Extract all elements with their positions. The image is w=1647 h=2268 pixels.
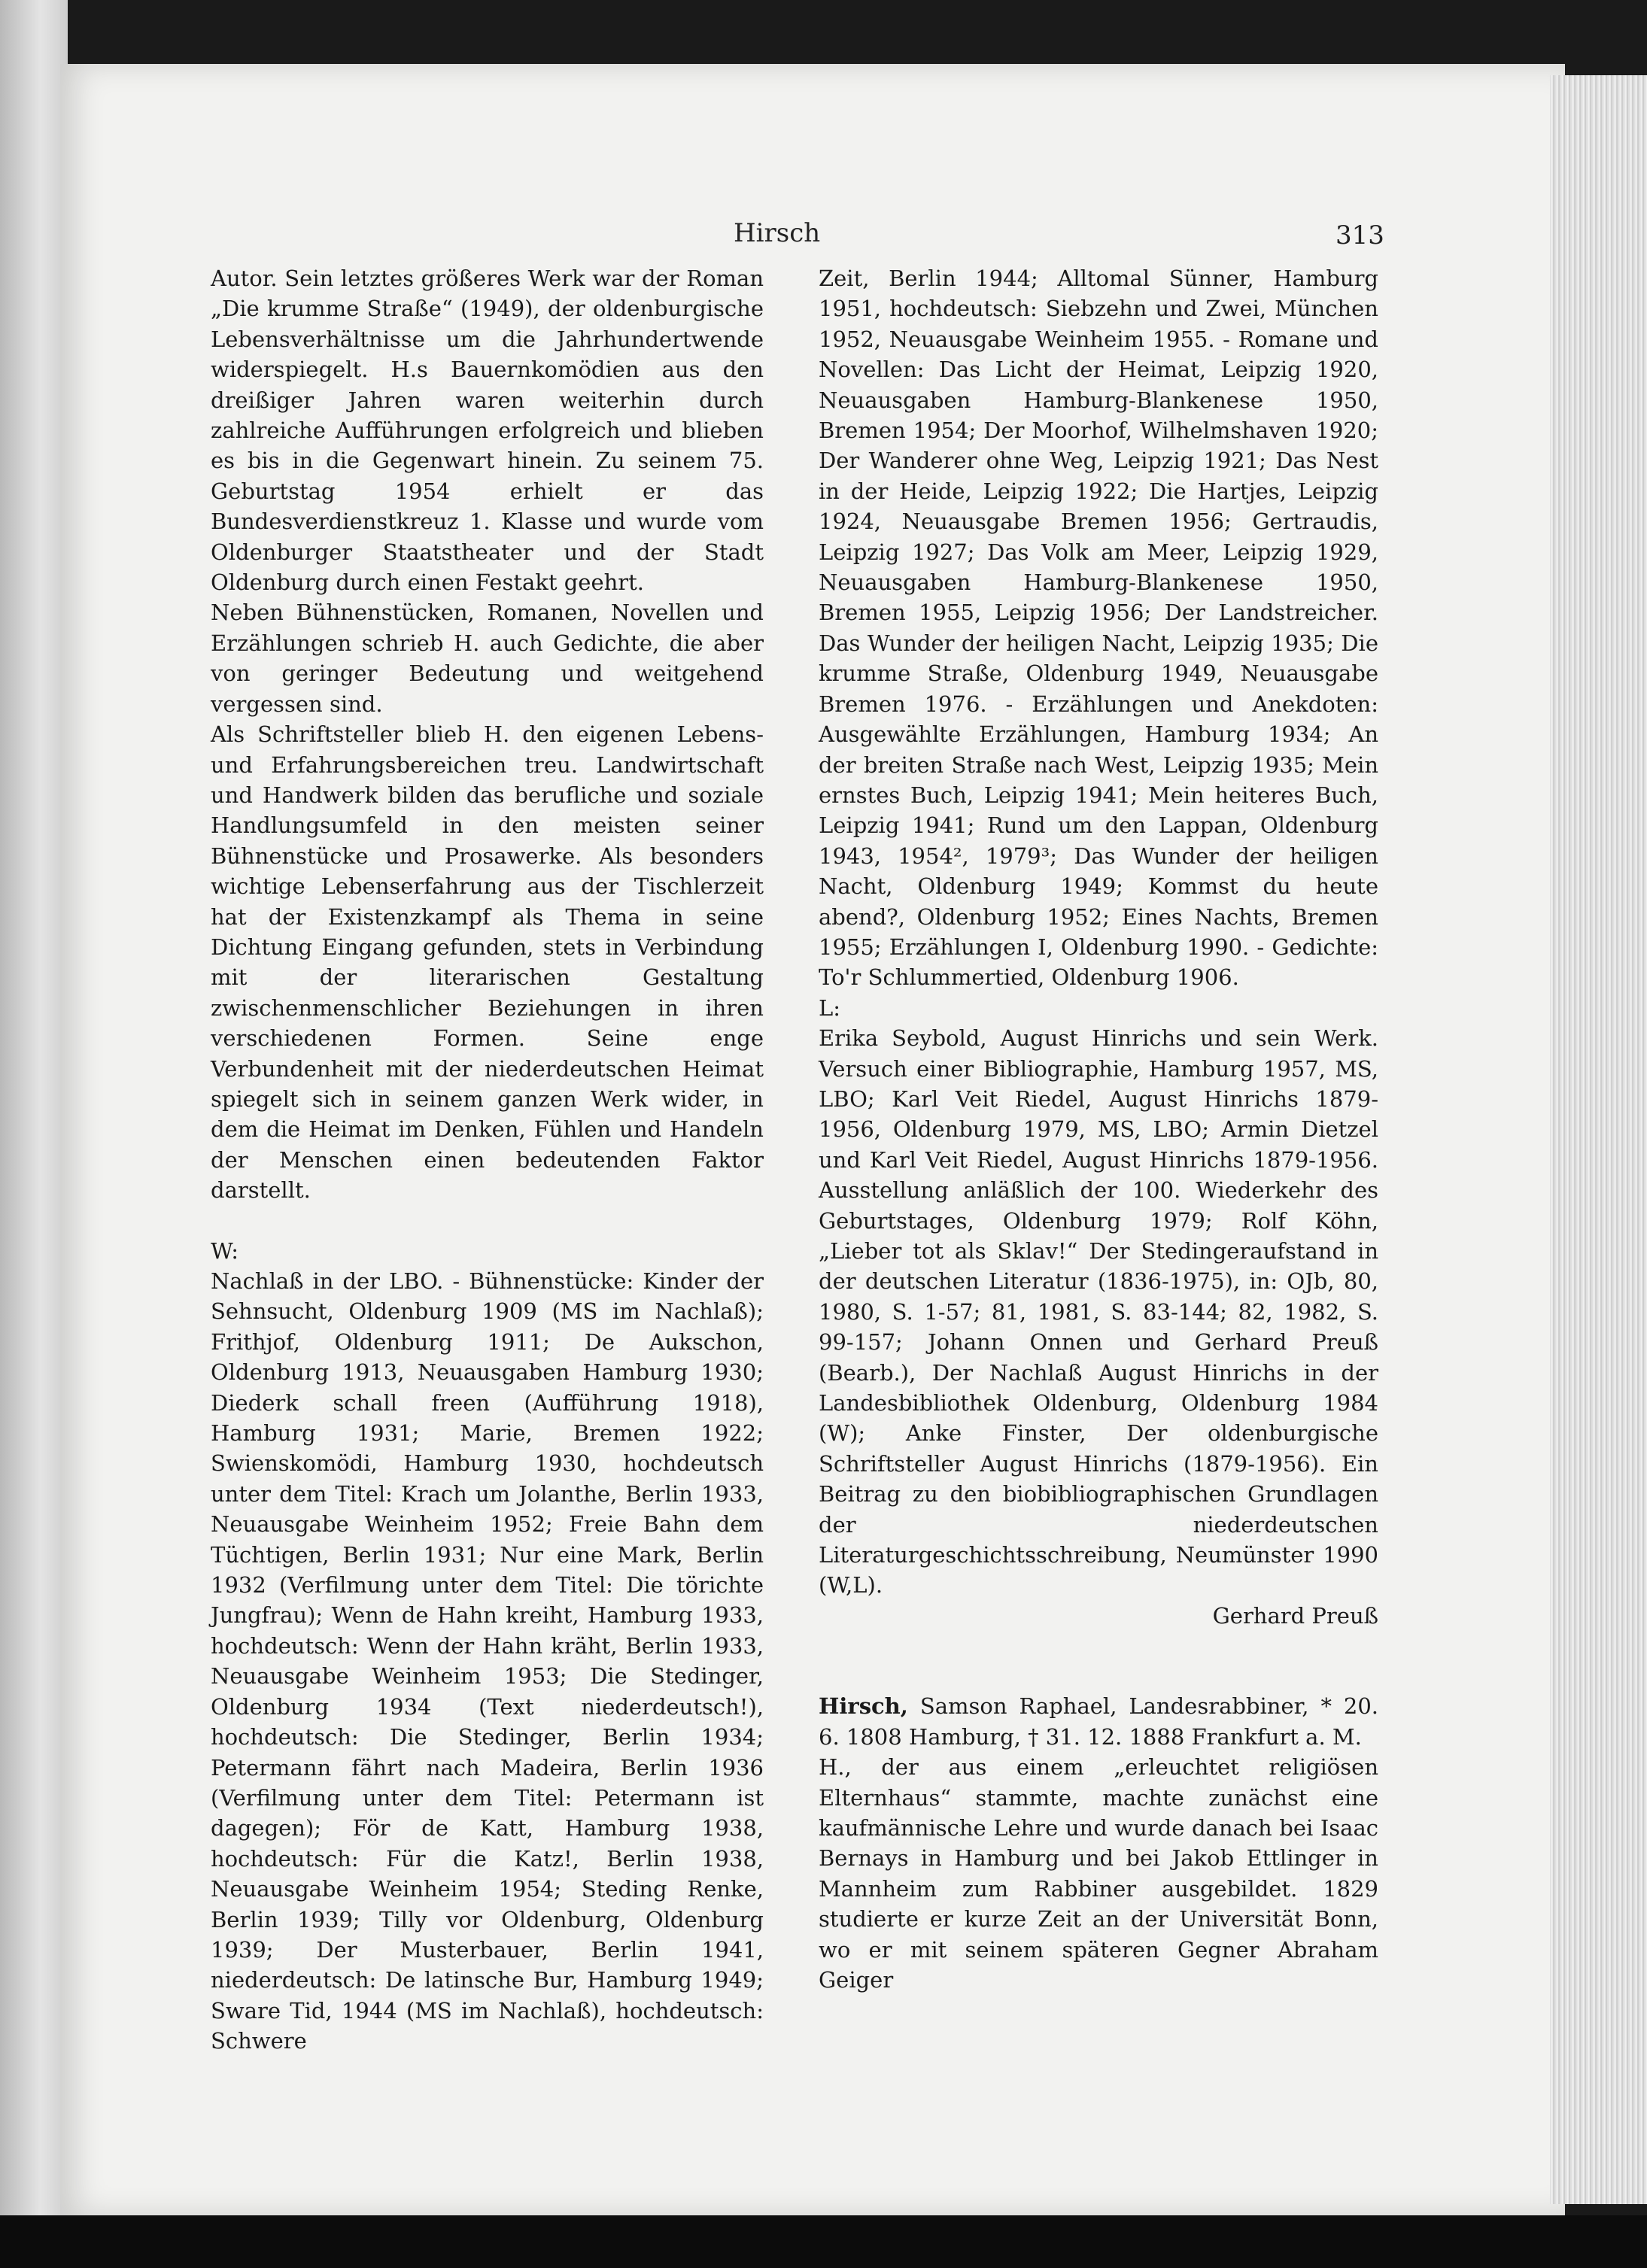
right-column [819,263,1378,1995]
literature-label: L: [819,994,841,1021]
next-entry-heading [819,1691,1378,1752]
literature-list: Erika Seybold, August Hinrichs und sein Werk. Versuch einer Bibliographie, Hamburg 1957, MS, LBO; Karl Veit Riedel, August Hinrichs 1879-1956, Oldenburg 1979, MS, LBO; Armin Dietzel und Karl Veit Riedel, August Hinrichs 1879-1956. Ausstellung anläßlich der 100. Wiederkehr des Geburtstages, Oldenburg 1979; Rolf Köhn, „Lieber tot als Sklav!“ Der Stedingeraufstand in der deutschen Literatur (1836-1975), in: OJb, 80, 1980, S. 1-57; 81, 1981, S. 83-144; 82, 1982, S. 99-157; Johann Onnen und Gerhard Preuß (Bearb.), Der Nachlaß August Hinrichs in der Landesbibliothek Oldenburg, Oldenburg 1984 (W); Anke Finster, Der oldenburgische Schriftsteller August Hinrichs (1879-1956). Ein Beitrag zu den biobibliographischen Grundlagen der niederdeutschen Literaturgeschichtsschreibung, Neumünster 1990 (W,L). [819,1025,1378,1599]
spacer [211,1206,764,1236]
bio-paragraph-1: Autor. Sein letztes größeres Werk war der Roman „Die krumme Straße“ (1949), der oldenburgische Lebensverhältnisse um die Jahrhundertwende widerspiegelt. H.s Bauernkomödien aus den dreißiger Jahren waren weiterhin durch zahlreiche Aufführungen erfolgreich und blieben es bis in die Gegenwart hinein. Zu seinem 75. Geburtstag 1954 erhielt er das Bundesverdienstkreuz 1. Klasse und wurde vom Oldenburger Staatstheater und der Stadt Oldenburg durch einen Festakt geehrt. [211,266,764,596]
next-entry-name: Hirsch, [819,1693,908,1720]
page-stack-edge [1550,75,1647,2204]
works-list-continued: Zeit, Berlin 1944; Alltomal Sünner, Hamburg 1951, hochdeutsch: Siebzehn und Zwei, München 1952, Neuausgabe Weinheim 1955. - Romane und Novellen: Das Licht der Heimat, Leipzig 1920, Neuausgaben Hamburg-Blankenese 1950, Bremen 1954; Der Moorhof, Wilhelmshaven 1920; Der Wanderer ohne Weg, Leipzig 1921; Das Nest in der Heide, Leipzig 1922; Die Hartjes, Leipzig 1924, Neuausgabe Bremen 1956; Gertraudis, Leipzig 1927; Das Volk am Meer, Leipzig 1929, Neuausgaben Hamburg-Blankenese 1950, Bremen 1955, Leipzig 1956; Der Landstreicher. Das Wunder der heiligen Nacht, Leipzig 1935; Die krumme Straße, Oldenburg 1949, Neuausgabe Bremen 1976. - Erzählungen und Anekdoten: Ausgewählte Erzählungen, Hamburg 1934; An der breiten Straße nach West, Leipzig 1935; Mein ernstes Buch, Leipzig 1941; Mein heiteres Buch, Leipzig 1941; Rund um den Lappan, Oldenburg 1943, 1954², 1979³; Das Wunder der heiligen Nacht, Oldenburg 1949; Kommst du heute abend?, Oldenburg 1952; Eines Nachts, Bremen 1955; Erzählungen I, Oldenburg 1990. - Gedichte: To'r Schlummertied, Oldenburg 1906. [819,266,1378,991]
scan-bottom-band [0,2215,1647,2268]
author-signature: Gerhard Preuß [1212,1602,1378,1629]
running-header-title: Hirsch [734,218,821,248]
works-label: W: [211,1237,239,1264]
bio-paragraph-3: Als Schriftsteller blieb H. den eigenen Lebens- und Erfahrungsbereichen treu. Landwirtschaft und Handwerk bilden das berufliche und soziale Handlungsumfeld in den meisten seiner Bühnenstücke und Prosawerke. Als besonders wichtige Lebenserfahrung aus der Tischlerzeit hat der Existenzkampf als Thema in seine Dichtung Eingang gefunden, stets in Verbindung mit der literarischen Gestaltung zwischenmenschlicher Beziehungen in ihren verschiedenen Formen. Seine enge Verbundenheit mit der niederdeutschen Heimat spiegelt sich in seinem ganzen Werk wider, in dem die Heimat im Denken, Fühlen und Handeln der Menschen einen bedeutenden Faktor darstellt. [211,721,764,1204]
previous-page-edge [0,0,68,2219]
next-entry-intro: Samson Raphael, Landesrabbiner, * 20. 6. 1808 Hamburg, † 31. 12. 1888 Frankfurt a. M. [819,1693,1379,1750]
works-list: Nachlaß in der LBO. - Bühnenstücke: Kinder der Sehnsucht, Oldenburg 1909 (MS im Nachlaß); Frithjof, Oldenburg 1911; De Aukschon, Oldenburg 1913, Neuausgaben Hamburg 1930; Diederk schall freen (Aufführung 1918), Hamburg 1931; Marie, Bremen 1922; Swienskomödi, Hamburg 1930, hochdeutsch unter dem Titel: Krach um Jolanthe, Berlin 1933, Neuausgabe Weinheim 1952; Freie Bahn dem Tüchtigen, Berlin 1931; Nur eine Mark, Berlin 1932 (Verfilmung unter dem Titel: Die törichte Jungfrau); Wenn de Hahn kreiht, Hamburg 1933, hochdeutsch: Wenn der Hahn kräht, Berlin 1933, Neuausgabe Weinheim 1953; Die Stedinger, Oldenburg 1934 (Text niederdeutsch!), hochdeutsch: Die Stedinger, Berlin 1934; Petermann fährt nach Madeira, Berlin 1936 (Verfilmung unter dem Titel: Petermann ist dagegen); För de Katt, Hamburg 1938, hochdeutsch: Für die Katz!, Berlin 1938, Neuausgabe Weinheim 1954; Steding Renke, Berlin 1939; Tilly vor Oldenburg, Oldenburg 1939; Der Musterbauer, Berlin 1941, niederdeutsch: De latinsche Bur, Hamburg 1949; Sware Tid, 1944 (MS im Nachlaß), hochdeutsch: Schwere [211,1268,764,2054]
spacer [819,1631,1378,1691]
page-number: 313 [1336,220,1384,250]
next-entry-text: H., der aus einem „erleuchtet religiösen Elternhaus“ stammte, machte zunächst eine kaufmännische Lehre und wurde danach bei Isaac Bernays in Hamburg und bei Jakob Ettlinger in Mannheim zum Rabbiner ausgebildet. 1829 studierte er kurze Zeit an der Universität Bonn, wo er mit seinem späteren Gegner Abraham Geiger [819,1754,1378,1993]
left-column [211,263,764,2057]
bio-paragraph-2: Neben Bühnenstücken, Romanen, Novellen und Erzählungen schrieb H. auch Gedichte, die aber von geringer Bedeutung und weitgehend vergessen sind. [211,600,764,717]
